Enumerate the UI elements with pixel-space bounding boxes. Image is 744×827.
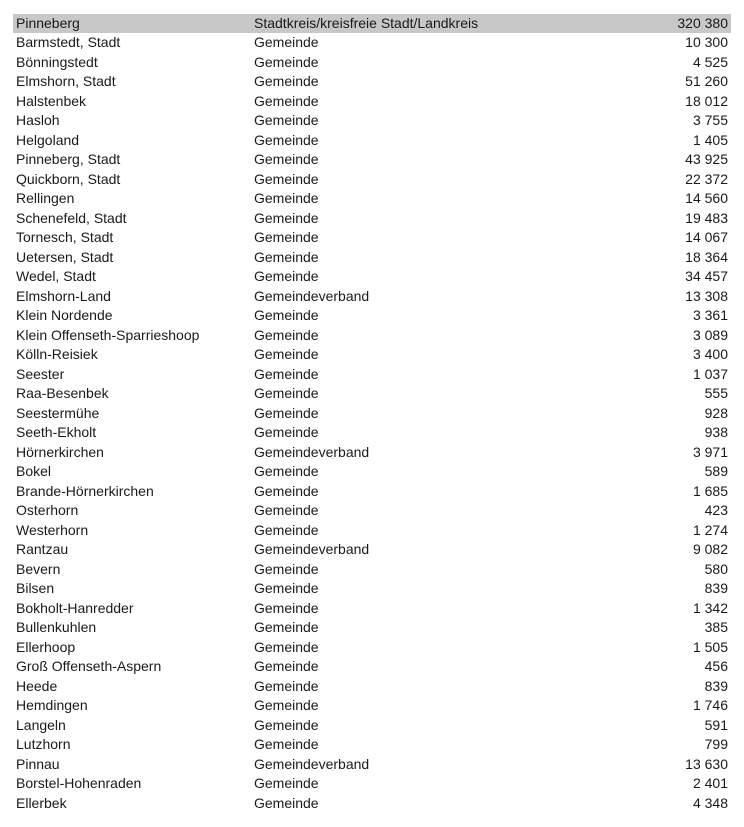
municipality-type-cell: Gemeinde — [254, 346, 319, 362]
table-row — [13, 696, 731, 716]
population-value-cell: 1 274 — [692, 521, 728, 538]
municipality-type-cell: Gemeinde — [254, 53, 319, 70]
municipality-name-cell: Elmshorn-Land — [16, 287, 111, 304]
table-row — [13, 365, 731, 385]
population-value-cell: 4 525 — [692, 53, 728, 70]
population-value-cell: 1 405 — [692, 131, 728, 148]
municipality-name-cell: Hasloh — [16, 112, 60, 128]
table-row — [13, 33, 731, 53]
table-row — [13, 404, 731, 424]
municipality-name-cell: Rantzau — [16, 541, 69, 557]
table-row — [13, 794, 731, 814]
municipality-type-cell: Gemeinde — [254, 365, 319, 382]
municipality-name-cell: Hemdingen — [16, 697, 88, 713]
population-value-cell: 555 — [704, 385, 728, 401]
table-row — [13, 423, 731, 443]
population-value-cell: 14 560 — [685, 190, 728, 206]
municipality-name-cell: Borstel-Hohenraden — [16, 775, 142, 791]
municipality-type-cell: Gemeinde — [254, 248, 319, 265]
municipality-type-cell: Gemeinde — [254, 385, 319, 401]
municipality-type-cell: Gemeindeverband — [254, 541, 370, 557]
municipality-name-cell: Bilsen — [16, 580, 55, 596]
table-row — [13, 638, 731, 658]
table-row — [13, 53, 731, 73]
population-value-cell: 1 037 — [692, 365, 728, 382]
population-value-cell: 839 — [704, 677, 728, 694]
municipality-name-cell: Pinneberg, Stadt — [16, 151, 121, 167]
population-value-cell: 18 012 — [685, 92, 728, 109]
municipality-type-cell: Gemeinde — [254, 502, 319, 518]
population-value-cell: 385 — [704, 619, 728, 635]
municipality-name-cell: Seester — [16, 365, 65, 382]
municipality-type-cell: Gemeinde — [254, 92, 319, 109]
population-value-cell: 2 401 — [692, 775, 728, 791]
municipality-name-cell: Wedel, Stadt — [16, 268, 96, 284]
municipality-name-cell: Westerhorn — [16, 521, 89, 538]
population-value-cell: 423 — [704, 502, 728, 518]
table-row — [13, 482, 731, 502]
municipality-name-cell: Bönningstedt — [16, 53, 98, 70]
municipality-type-cell: Gemeinde — [254, 560, 319, 577]
population-value-cell: 591 — [704, 716, 728, 733]
table-row — [13, 716, 731, 736]
municipality-type-cell: Gemeinde — [254, 716, 319, 733]
municipality-name-cell: Raa-Besenbek — [16, 385, 109, 401]
municipality-type-cell: Gemeinde — [254, 677, 319, 694]
municipality-name-cell: Elmshorn, Stadt — [16, 73, 116, 89]
municipality-name-cell: Schenefeld, Stadt — [16, 209, 127, 226]
municipality-name-cell: Hörnerkirchen — [16, 443, 104, 460]
table-row — [13, 170, 731, 190]
table-row — [13, 560, 731, 580]
table-row — [13, 248, 731, 268]
table-row — [13, 755, 731, 775]
municipality-type-cell: Gemeinde — [254, 638, 319, 655]
municipality-type-cell: Gemeinde — [254, 736, 319, 752]
population-value-cell: 1 342 — [692, 599, 728, 616]
population-value-cell: 589 — [704, 463, 728, 479]
table-row — [13, 443, 731, 463]
municipality-name-cell: Langeln — [16, 716, 66, 733]
table-row — [13, 228, 731, 248]
table-row — [13, 618, 731, 638]
population-value-cell: 799 — [704, 736, 728, 752]
population-value-cell: 13 308 — [685, 287, 728, 304]
municipality-name-cell: Brande-Hörnerkirchen — [16, 482, 154, 499]
header-name-cell: Pinneberg — [16, 15, 80, 31]
table-row — [13, 111, 731, 131]
table-row — [13, 72, 731, 92]
population-value-cell: 938 — [704, 424, 728, 440]
municipality-name-cell: Heede — [16, 677, 58, 694]
municipality-type-cell: Gemeinde — [254, 482, 319, 499]
table-row — [13, 150, 731, 170]
table-row — [13, 540, 731, 560]
municipality-type-cell: Gemeinde — [254, 424, 319, 440]
population-value-cell: 3 089 — [692, 326, 728, 343]
table-row — [13, 677, 731, 697]
table-row — [13, 345, 731, 365]
header-type-cell: Stadtkreis/kreisfreie Stadt/Landkreis — [254, 15, 479, 31]
table-row — [13, 384, 731, 404]
municipality-type-cell: Gemeinde — [254, 131, 319, 148]
municipality-name-cell: Bokel — [16, 463, 52, 479]
municipality-name-cell: Klein Nordende — [16, 307, 113, 323]
municipality-type-cell: Gemeinde — [254, 307, 319, 323]
municipality-type-cell: Gemeinde — [254, 619, 319, 635]
population-value-cell: 456 — [704, 658, 728, 674]
population-value-cell: 51 260 — [685, 73, 728, 89]
population-table — [13, 14, 731, 813]
municipality-type-cell: Gemeinde — [254, 229, 319, 245]
population-value-cell: 14 067 — [685, 229, 728, 245]
population-value-cell: 22 372 — [685, 170, 728, 187]
municipality-name-cell: Bevern — [16, 560, 61, 577]
municipality-type-cell: Gemeinde — [254, 463, 319, 479]
municipality-type-cell: Gemeinde — [254, 209, 319, 226]
table-row — [13, 209, 731, 229]
population-value-cell: 3 400 — [692, 346, 728, 362]
municipality-name-cell: Helgoland — [16, 131, 80, 148]
table-row — [13, 521, 731, 541]
population-value-cell: 19 483 — [685, 209, 728, 226]
header-value-cell: 320 380 — [677, 15, 728, 31]
municipality-name-cell: Tornesch, Stadt — [16, 229, 114, 245]
table-row — [13, 189, 731, 209]
population-value-cell: 13 630 — [685, 755, 728, 772]
municipality-type-cell: Gemeindeverband — [254, 443, 370, 460]
municipality-type-cell: Gemeinde — [254, 268, 319, 284]
population-value-cell: 10 300 — [685, 34, 728, 50]
municipality-name-cell: Seestermühe — [16, 404, 100, 421]
municipality-name-cell: Groß Offenseth-Aspern — [16, 658, 162, 674]
table-row — [13, 326, 731, 346]
municipality-type-cell: Gemeinde — [254, 775, 319, 791]
municipality-name-cell: Seeth-Ekholt — [16, 424, 97, 440]
table-row — [13, 306, 731, 326]
municipality-type-cell: Gemeinde — [254, 658, 319, 674]
municipality-type-cell: Gemeinde — [254, 151, 319, 167]
population-value-cell: 3 361 — [692, 307, 728, 323]
table-row — [13, 462, 731, 482]
population-value-cell: 34 457 — [685, 268, 728, 284]
table-row — [13, 657, 731, 677]
population-value-cell: 3 971 — [692, 443, 728, 460]
municipality-type-cell: Gemeinde — [254, 170, 319, 187]
table-body — [13, 33, 731, 813]
municipality-type-cell: Gemeinde — [254, 521, 319, 538]
municipality-name-cell: Osterhorn — [16, 502, 79, 518]
municipality-type-cell: Gemeinde — [254, 580, 319, 596]
population-value-cell: 839 — [704, 580, 728, 596]
municipality-name-cell: Ellerbek — [16, 794, 67, 811]
table-row — [13, 131, 731, 151]
municipality-type-cell: Gemeinde — [254, 404, 319, 421]
municipality-type-cell: Gemeindeverband — [254, 287, 370, 304]
municipality-name-cell: Halstenbek — [16, 92, 87, 109]
table-row — [13, 735, 731, 755]
population-value-cell: 580 — [704, 560, 728, 577]
municipality-type-cell: Gemeinde — [254, 34, 319, 50]
municipality-name-cell: Kölln-Reisiek — [16, 346, 98, 362]
municipality-name-cell: Pinnau — [16, 755, 60, 772]
population-value-cell: 43 925 — [685, 151, 728, 167]
municipality-name-cell: Rellingen — [16, 190, 75, 206]
table-row — [13, 774, 731, 794]
table-row — [13, 501, 731, 521]
table-header-row — [13, 14, 731, 33]
population-value-cell: 1 505 — [692, 638, 728, 655]
population-value-cell: 4 348 — [692, 794, 728, 811]
municipality-type-cell: Gemeindeverband — [254, 755, 370, 772]
population-value-cell: 1 746 — [692, 697, 728, 713]
municipality-name-cell: Ellerhoop — [16, 638, 76, 655]
municipality-name-cell: Bokholt-Hanredder — [16, 599, 134, 616]
municipality-type-cell: Gemeinde — [254, 190, 319, 206]
municipality-type-cell: Gemeinde — [254, 112, 319, 128]
table-row — [13, 267, 731, 287]
population-value-cell: 9 082 — [692, 541, 728, 557]
municipality-name-cell: Klein Offenseth-Sparrieshoop — [16, 326, 200, 343]
municipality-name-cell: Uetersen, Stadt — [16, 248, 114, 265]
population-value-cell: 928 — [704, 404, 728, 421]
municipality-name-cell: Bullenkuhlen — [16, 619, 97, 635]
municipality-type-cell: Gemeinde — [254, 73, 319, 89]
municipality-type-cell: Gemeinde — [254, 599, 319, 616]
population-value-cell: 1 685 — [692, 482, 728, 499]
table-row — [13, 579, 731, 599]
municipality-type-cell: Gemeinde — [254, 794, 319, 811]
table-row — [13, 287, 731, 307]
municipality-type-cell: Gemeinde — [254, 697, 319, 713]
municipality-name-cell: Quickborn, Stadt — [16, 170, 121, 187]
table-row — [13, 599, 731, 619]
municipality-type-cell: Gemeinde — [254, 326, 319, 343]
table-row — [13, 92, 731, 112]
population-value-cell: 3 755 — [692, 112, 728, 128]
municipality-name-cell: Lutzhorn — [16, 736, 71, 752]
population-value-cell: 18 364 — [685, 248, 728, 265]
municipality-name-cell: Barmstedt, Stadt — [16, 34, 121, 50]
